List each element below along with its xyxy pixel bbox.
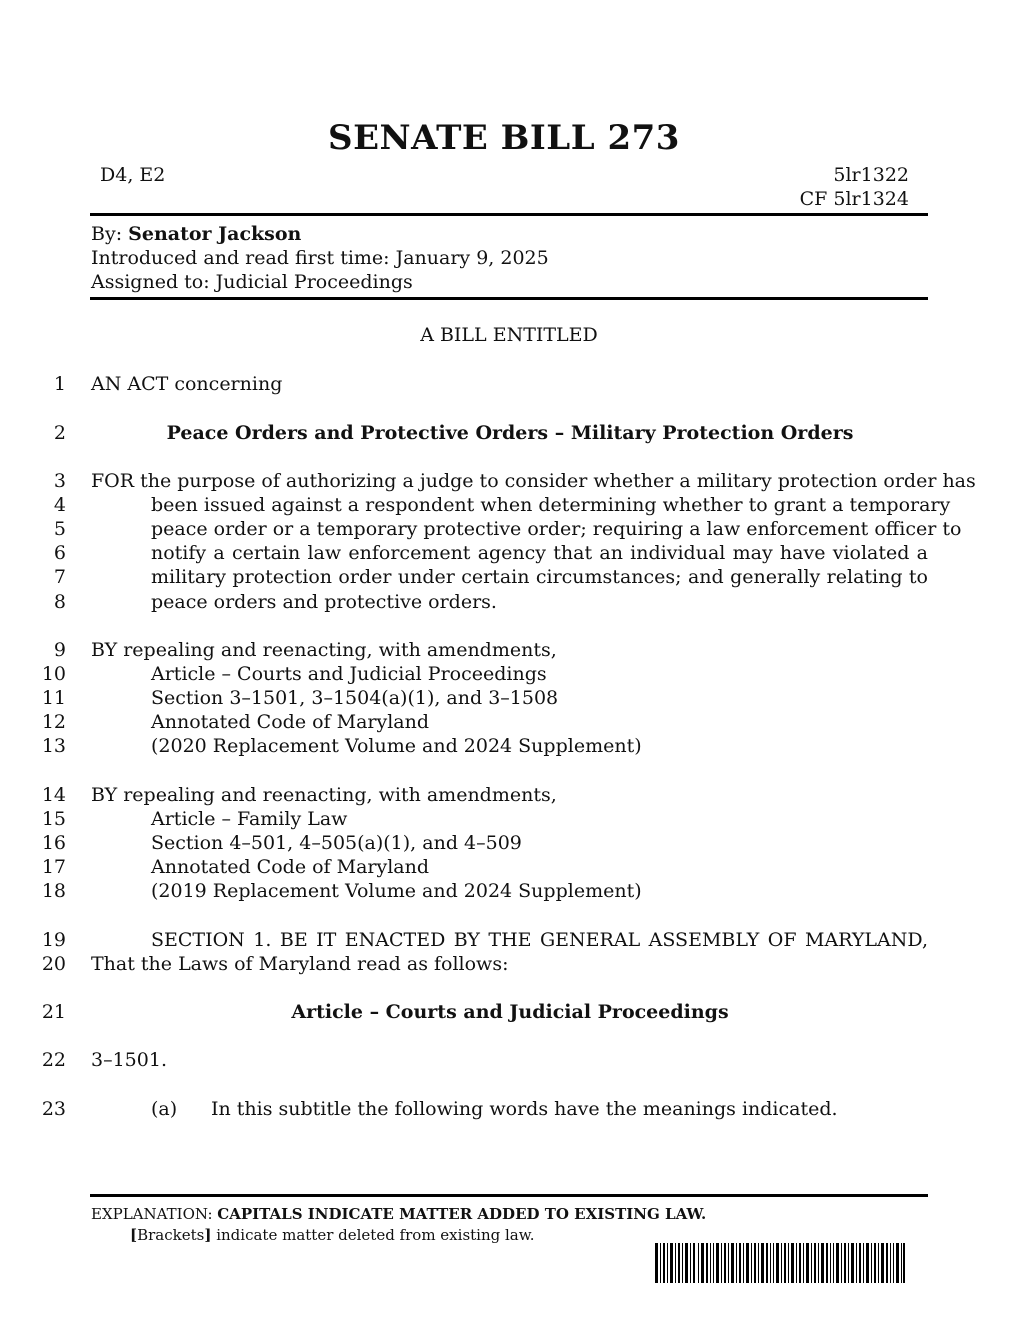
line-number: 21 <box>41 1001 66 1023</box>
line-number: 20 <box>41 953 66 975</box>
header-rule-bottom <box>90 297 928 300</box>
subsection-label: (a) <box>151 1098 178 1120</box>
line-number: 8 <box>53 591 66 613</box>
article-name: Article – Family Law <box>151 808 348 830</box>
line-number: 4 <box>53 494 66 516</box>
line-number: 5 <box>53 518 66 540</box>
line-number: 13 <box>41 735 66 757</box>
line-number: 12 <box>41 711 66 733</box>
explanation-line <box>91 1205 706 1223</box>
subsection-text: In this subtitle the following words have the meanings indicated. <box>211 1098 838 1120</box>
sponsor-label: By: <box>91 223 129 245</box>
line-number: 3 <box>53 470 66 492</box>
enacting-clause-cont: That the Laws of Maryland read as follows: <box>91 953 509 975</box>
enacting-clause: SECTION 1. BE IT ENACTED BY THE GENERAL ASSEMBLY OF MARYLAND, <box>151 929 928 951</box>
purpose-line: military protection order under certain circumstances; and generally relating to <box>151 566 928 588</box>
volume-note: (2020 Replacement Volume and 2024 Supplement) <box>151 735 642 757</box>
purpose-line: been issued against a respondent when determining whether to grant a temporary <box>151 494 951 516</box>
assigned-line: Assigned to: Judicial Proceedings <box>91 271 413 293</box>
by-repealing-line: BY repealing and reenacting, with amendments, <box>91 639 557 661</box>
brackets-word: Brackets <box>137 1226 205 1244</box>
volume-note: (2019 Replacement Volume and 2024 Supplement) <box>151 880 642 902</box>
sponsor-name: Senator Jackson <box>128 223 302 245</box>
by-repealing-line: BY repealing and reenacting, with amendments, <box>91 784 557 806</box>
explanation-capitals: CAPITALS INDICATE MATTER ADDED TO EXISTING LAW. <box>217 1205 707 1223</box>
line-number: 2 <box>53 422 66 444</box>
bill-title: SENATE BILL 273 <box>328 118 680 158</box>
act-concerning: AN ACT concerning <box>91 373 283 395</box>
bracket-close: ] <box>204 1226 212 1244</box>
purpose-line: FOR the purpose of authorizing a judge to consider whether a military protection order has <box>91 470 976 492</box>
sponsor-line <box>91 223 301 245</box>
bill-entitled: A BILL ENTITLED <box>420 324 598 346</box>
barcode-icon <box>655 1243 905 1283</box>
annotated-code: Annotated Code of Maryland <box>151 711 430 733</box>
subject-codes: D4, E2 <box>100 164 166 186</box>
section-list: Section 4–501, 4–505(a)(1), and 4–509 <box>151 832 522 854</box>
line-number: 22 <box>41 1049 66 1071</box>
introduced-line: Introduced and read first time: January 9, 2025 <box>91 247 549 269</box>
article-name: Article – Courts and Judicial Proceedings <box>151 663 547 685</box>
brackets-rest: indicate matter deleted from existing law. <box>211 1226 535 1244</box>
bill-subject-title: Peace Orders and Protective Orders – Military Protection Orders <box>166 422 854 444</box>
header-rule-top <box>90 213 928 216</box>
line-number: 23 <box>41 1098 66 1120</box>
line-number: 18 <box>41 880 66 902</box>
section-list: Section 3–1501, 3–1504(a)(1), and 3–1508 <box>151 687 559 709</box>
line-number: 9 <box>53 639 66 661</box>
line-number: 16 <box>41 832 66 854</box>
lr-number: 5lr1322 <box>833 164 909 186</box>
line-number: 19 <box>41 929 66 951</box>
annotated-code: Annotated Code of Maryland <box>151 856 430 878</box>
line-number: 7 <box>53 566 66 588</box>
line-number: 11 <box>41 687 66 709</box>
bracket-open: [ <box>130 1226 138 1244</box>
line-number: 17 <box>41 856 66 878</box>
line-number: 6 <box>53 542 66 564</box>
purpose-line: peace orders and protective orders. <box>151 591 497 613</box>
cross-file-number: CF 5lr1324 <box>799 188 909 210</box>
purpose-line: peace order or a temporary protective order; requiring a law enforcement officer to <box>151 518 962 540</box>
explanation-brackets-line <box>130 1226 535 1244</box>
line-number: 14 <box>41 784 66 806</box>
line-number: 15 <box>41 808 66 830</box>
line-number: 10 <box>41 663 66 685</box>
footer-rule <box>90 1194 928 1197</box>
section-number: 3–1501. <box>91 1049 167 1071</box>
purpose-line: notify a certain law enforcement agency that an individual may have violated a <box>151 542 928 564</box>
article-heading: Article – Courts and Judicial Proceedings <box>291 1001 729 1023</box>
explanation-label: EXPLANATION: <box>91 1205 218 1223</box>
line-number: 1 <box>53 373 66 395</box>
